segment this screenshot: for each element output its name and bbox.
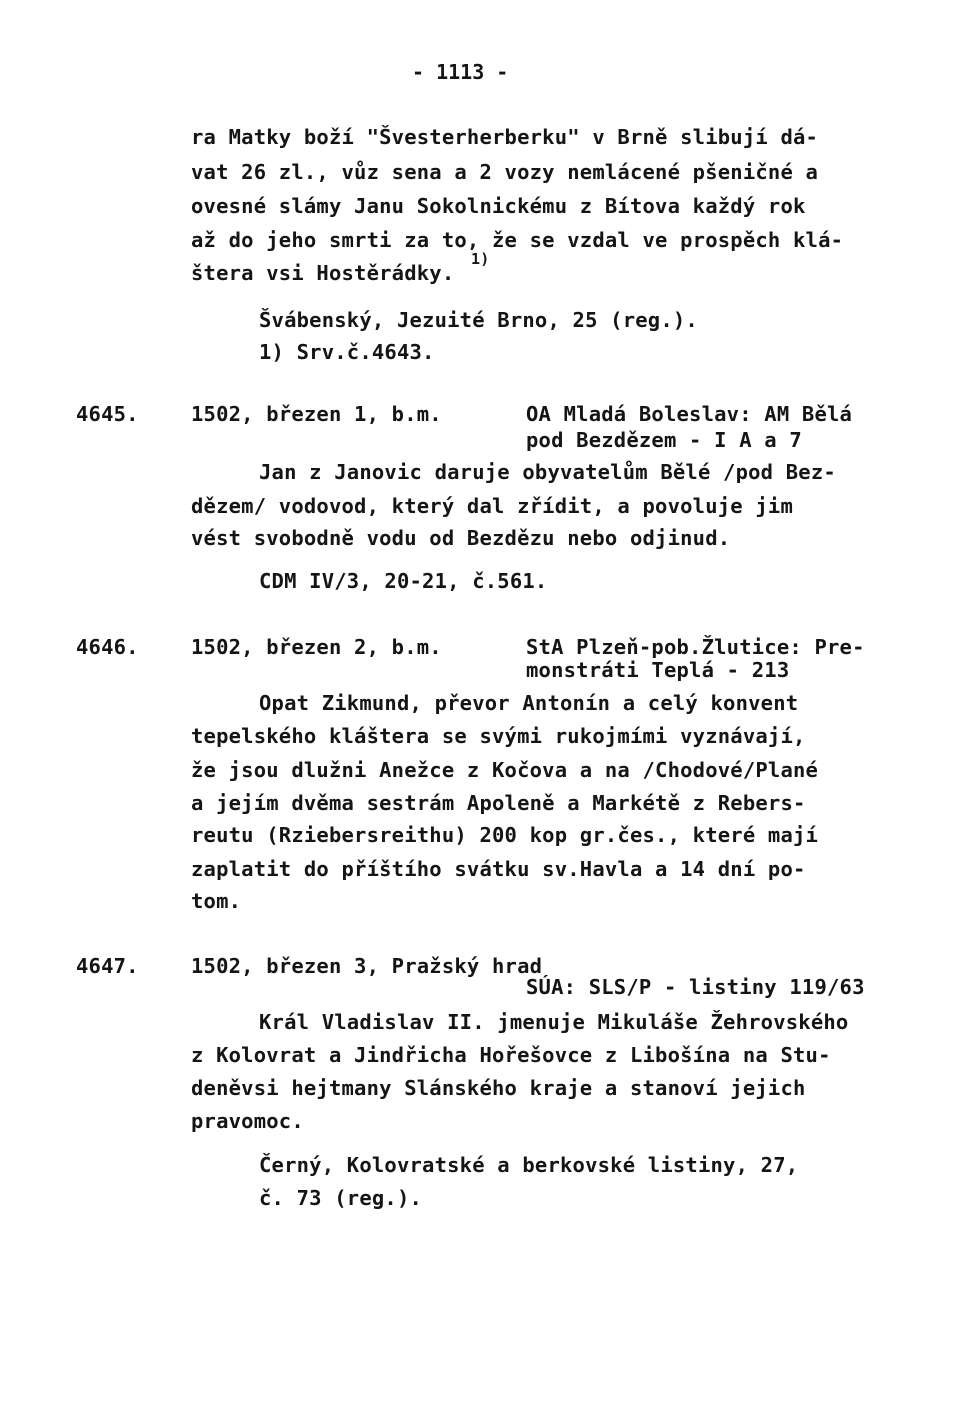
text-line: tom. xyxy=(191,889,242,913)
text-line: reutu (Rziebersreithu) 200 kop gr.čes., které mají xyxy=(191,823,819,847)
archive-source: monstráti Teplá - 213 xyxy=(526,658,790,682)
text-line: štera vsi Hostěrádky. xyxy=(191,261,455,285)
footnote-mark: 1) xyxy=(471,250,490,268)
archive-source: pod Bezdězem - I A a 7 xyxy=(526,428,802,452)
text-line: ovesné slámy Janu Sokolnickému z Bítova každý rok xyxy=(191,194,806,218)
page-number: - 1113 - xyxy=(412,60,509,84)
entry-date: 1502, březen 1, b.m. xyxy=(191,402,442,426)
entry-number: 4647. xyxy=(76,954,139,978)
text-line: vést svobodně vodu od Bezdězu nebo odjinud. xyxy=(191,526,731,550)
reference-line: CDM IV/3, 20-21, č.561. xyxy=(259,569,548,593)
reference-line: Černý, Kolovratské a berkovské listiny, 27, xyxy=(259,1153,799,1177)
text-line: ra Matky boží "Švesterherberku" v Brně slibují dá- xyxy=(191,125,819,149)
reference-line: č. 73 (reg.). xyxy=(259,1186,423,1210)
text-line: dězem/ vodovod, který dal zřídit, a povoluje jim xyxy=(191,494,794,518)
archive-source: SÚA: SLS/P - listiny 119/63 xyxy=(526,975,865,999)
text-line: a jejím dvěma sestrám Apoleně a Markétě z Rebers- xyxy=(191,791,806,815)
footnote-line: 1) Srv.č.4643. xyxy=(259,340,435,364)
reference-line: Švábenský, Jezuité Brno, 25 (reg.). xyxy=(259,308,698,332)
text-line: že jsou dlužni Anežce z Kočova a na /Chodové/Plané xyxy=(191,758,819,782)
archive-source: StA Plzeň-pob.Žlutice: Pre- xyxy=(526,635,865,659)
entry-number: 4646. xyxy=(76,635,139,659)
entry-date: 1502, březen 2, b.m. xyxy=(191,635,442,659)
text-line: Král Vladislav II. jmenuje Mikuláše Žehrovského xyxy=(259,1010,849,1034)
text-line: pravomoc. xyxy=(191,1109,304,1133)
text-line: zaplatit do příštího svátku sv.Havla a 14 dní po- xyxy=(191,857,806,881)
text-line: Opat Zikmund, převor Antonín a celý konvent xyxy=(259,691,799,715)
text-line: tepelského kláštera se svými rukojmími vyznávají, xyxy=(191,724,806,748)
entry-number: 4645. xyxy=(76,402,139,426)
text-line: deněvsi hejtmany Slánského kraje a stanoví jejich xyxy=(191,1076,806,1100)
text-line: z Kolovrat a Jindřicha Hořešovce z Libošína na Stu- xyxy=(191,1043,831,1067)
text-line: Jan z Janovic daruje obyvatelům Bělé /pod Bez- xyxy=(259,460,836,484)
text-line: vat 26 zl., vůz sena a 2 vozy nemlácené pšeničné a xyxy=(191,160,819,184)
archive-source: OA Mladá Boleslav: AM Bělá xyxy=(526,402,853,426)
text-line: až do jeho smrti za to, že se vzdal ve prospěch klá- xyxy=(191,228,844,252)
entry-date: 1502, březen 3, Pražský hrad xyxy=(191,954,543,978)
